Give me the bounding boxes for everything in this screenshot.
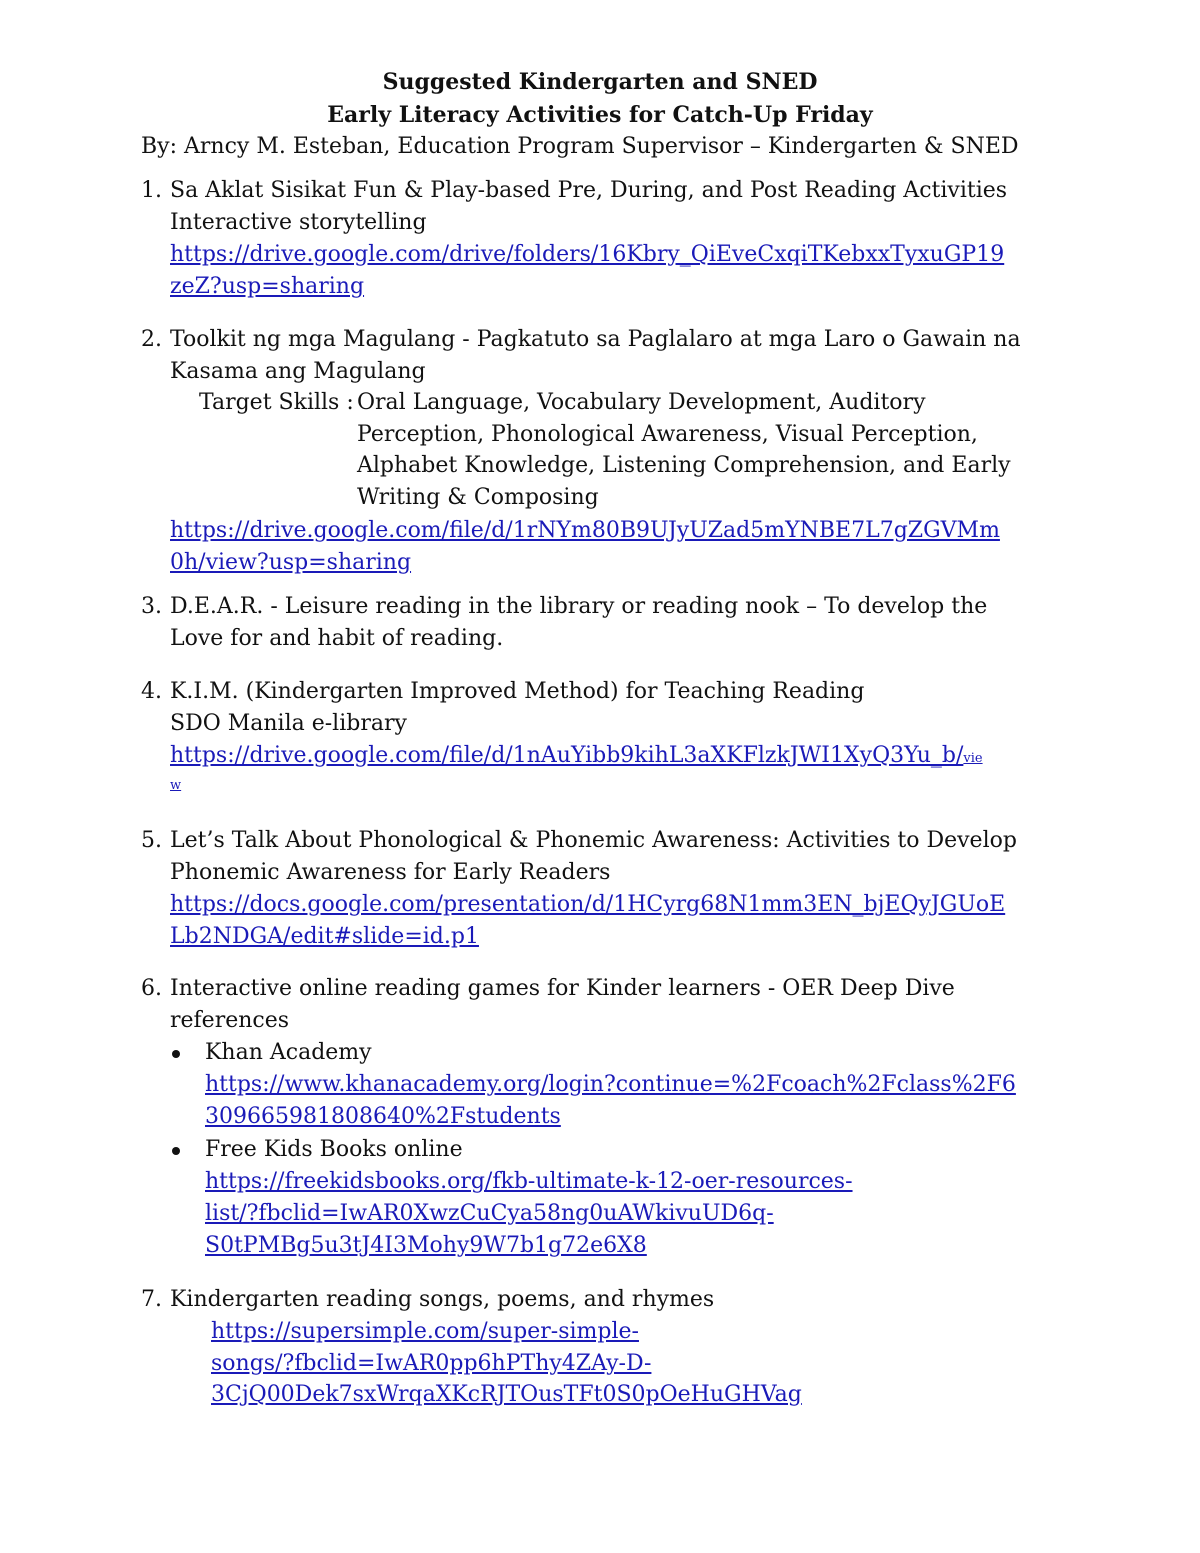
item-1-subtitle: Interactive storytelling [170, 210, 427, 235]
item-7-number: 7. [141, 1287, 162, 1312]
item-4-title: K.I.M. (Kindergarten Improved Method) for Teaching Reading [170, 679, 865, 704]
item-7-title: Kindergarten reading songs, poems, and rhymes [170, 1287, 715, 1312]
item-3-title-cont: Love for and habit of reading. [170, 626, 504, 651]
item-2-link-cont[interactable]: 0h/view?usp=sharing [170, 550, 412, 575]
item-2-link[interactable]: https://drive.google.com/file/d/1rNYm80B9UJyUZad5mYNBE7L7gZGVMm [170, 518, 1000, 543]
item-6-bullet-2-link[interactable]: https://freekidsbooks.org/fkb-ultimate-k-12-oer-resources- [205, 1169, 853, 1194]
item-7-link-cont[interactable]: 3CjQ00Dek7sxWrqaXKcRJTOusTFt0S0pOeHuGHVag [211, 1382, 802, 1407]
item-4-link[interactable]: https://drive.google.com/file/d/1nAuYibb9kihL3aXKFlzkJWI1XyQ3Yu_b/ [170, 743, 964, 768]
item-3-title: D.E.A.R. - Leisure reading in the library or reading nook – To develop the [170, 594, 988, 619]
item-5-link-cont[interactable]: Lb2NDGA/edit#slide=id.p1 [170, 924, 479, 949]
byline: By: Arncy M. Esteban, Education Program Supervisor – Kindergarten & SNED [141, 134, 1019, 159]
item-2-target-skills: Alphabet Knowledge, Listening Comprehension, and Early [357, 453, 1011, 478]
item-2-target-skills: Perception, Phonological Awareness, Visual Perception, [357, 422, 978, 447]
item-4-number: 4. [141, 679, 162, 704]
item-2-target-label: Target Skills : [199, 390, 354, 415]
document-title-line1: Suggested Kindergarten and SNED [382, 69, 818, 95]
bullet-icon [172, 1147, 180, 1155]
item-5-title: Let’s Talk About Phonological & Phonemic Awareness: Activities to Develop [170, 828, 1017, 853]
item-1-title: Sa Aklat Sisikat Fun & Play-based Pre, During, and Post Reading Activities [170, 178, 1008, 203]
item-7-link[interactable]: https://supersimple.com/super-simple- [211, 1319, 639, 1344]
item-4-subtitle: SDO Manila e-library [170, 711, 407, 736]
item-2-number: 2. [141, 327, 162, 352]
bullet-icon [172, 1050, 180, 1058]
item-5-number: 5. [141, 828, 162, 853]
item-1-link[interactable]: https://drive.google.com/drive/folders/16Kbry_QiEveCxqiTKebxxTyxuGP19 [170, 242, 1005, 267]
item-2-target-skills: Writing & Composing [357, 485, 599, 510]
item-6-number: 6. [141, 976, 162, 1001]
item-6-bullet-2-link-cont[interactable]: list/?fbclid=IwAR0XwzCuCya58ng0uAWkivuUD6q- [205, 1201, 774, 1226]
item-6-bullet-1-link-cont[interactable]: 309665981808640%2Fstudents [205, 1104, 561, 1129]
item-3-number: 3. [141, 594, 162, 619]
item-6-bullet-2-label: Free Kids Books online [205, 1137, 463, 1162]
item-2-title: Toolkit ng mga Magulang - Pagkatuto sa Paglalaro at mga Laro o Gawain na [170, 327, 1021, 352]
item-4-link-row [170, 740, 983, 775]
item-6-bullet-1-link[interactable]: https://www.khanacademy.org/login?continue=%2Fcoach%2Fclass%2F6 [205, 1072, 1016, 1097]
item-6-bullet-1-label: Khan Academy [205, 1040, 372, 1065]
item-4-link-tail[interactable]: vie [963, 751, 983, 766]
document-title-line2: Early Literacy Activities for Catch-Up Friday [327, 102, 873, 128]
item-6-bullet-2-link-cont[interactable]: S0tPMBg5u3tJ4I3Mohy9W7b1g72e6X8 [205, 1233, 647, 1258]
item-1-link-cont[interactable]: zeZ?usp=sharing [170, 274, 365, 299]
item-5-title-cont: Phonemic Awareness for Early Readers [170, 860, 611, 885]
item-6-title-cont: references [170, 1008, 290, 1033]
item-2-title-cont: Kasama ang Magulang [170, 359, 426, 384]
item-1-number: 1. [141, 178, 162, 203]
item-7-link-cont[interactable]: songs/?fbclid=IwAR0pp6hPThy4ZAy-D- [211, 1351, 652, 1376]
item-5-link[interactable]: https://docs.google.com/presentation/d/1HCyrg68N1mm3EN_bjEQyJGUoE [170, 892, 1006, 917]
item-4-link-tail-cont[interactable]: w [170, 778, 182, 793]
item-2-target-skills: Oral Language, Vocabulary Development, Auditory [357, 390, 926, 415]
item-6-title: Interactive online reading games for Kinder learners - OER Deep Dive [170, 976, 955, 1001]
